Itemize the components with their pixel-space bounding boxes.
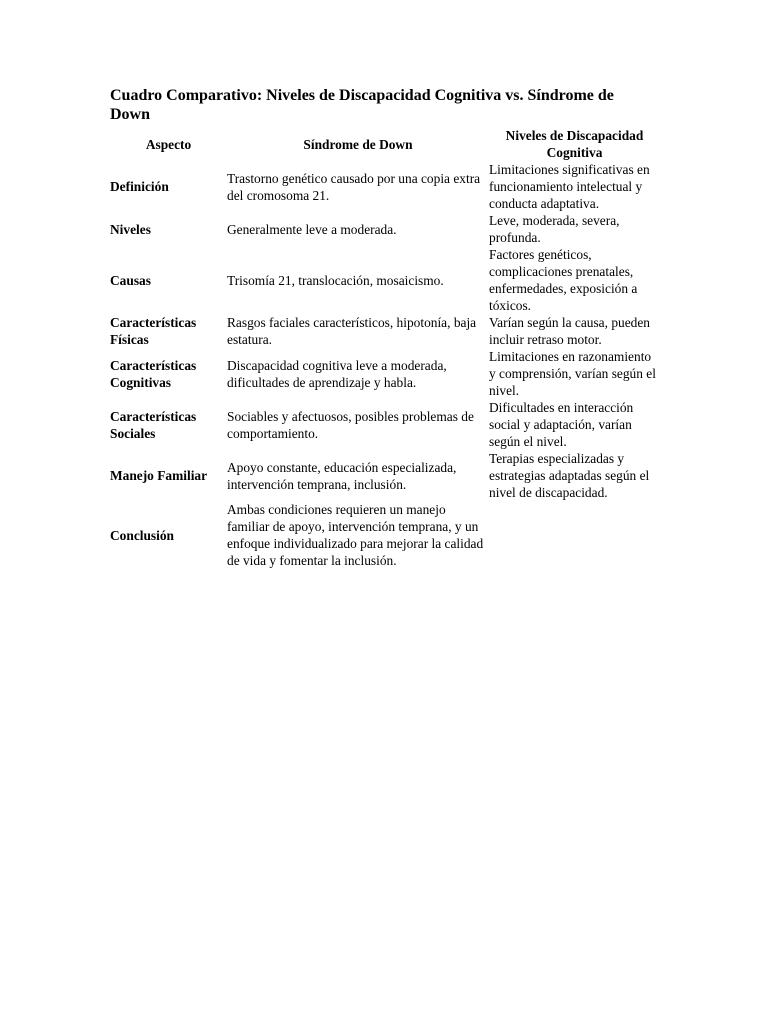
down-cell: Ambas condiciones requieren un manejo familiar de apoyo, intervención temprana, y un enfoque individualizado para mejorar la calidad de vida y fomentar la inclusión. [227, 502, 484, 568]
table-body [110, 161, 660, 569]
cognitiva-cell: Limitaciones significativas en funcionamiento intelectual y conducta adaptativa. [489, 162, 650, 211]
aspect-cell: Niveles [110, 221, 151, 237]
down-cell: Apoyo constante, educación especializada, intervención temprana, inclusión. [227, 459, 457, 492]
down-cell: Rasgos faciales característicos, hipotonía, baja estatura. [227, 315, 477, 347]
table-row [110, 501, 660, 569]
header-niveles-discapacidad: Niveles de Discapacidad Cognitiva [505, 128, 644, 160]
header-sindrome-de-down: Síndrome de Down [303, 136, 413, 152]
down-cell: Sociables y afectuosos, posibles problemas de comportamiento. [227, 408, 474, 441]
document-title: Cuadro Comparativo: Niveles de Discapacidad Cognitiva vs. Síndrome de Down [110, 87, 614, 123]
down-cell: Trastorno genético causado por una copia extra del cromosoma 21. [227, 170, 481, 203]
aspect-cell: Conclusión [110, 527, 174, 543]
cognitiva-cell: Leve, moderada, severa, profunda. [489, 213, 620, 245]
table-row [110, 246, 660, 314]
down-cell: Trisomía 21, translocación, mosaicismo. [227, 272, 444, 288]
cognitiva-cell: Limitaciones en razonamiento y comprensión, varían según el nivel. [489, 349, 656, 398]
cognitiva-cell: Varían según la causa, pueden incluir retraso motor. [489, 315, 650, 347]
cognitiva-cell: Factores genéticos, complicaciones prenatales, enfermedades, exposición a tóxicos. [489, 247, 638, 313]
comparison-table [110, 127, 660, 569]
aspect-cell: Características Físicas [110, 315, 197, 347]
aspect-cell: Características Cognitivas [110, 357, 197, 390]
table-row [110, 399, 660, 450]
down-cell: Discapacidad cognitiva leve a moderada, dificultades de aprendizaje y habla. [227, 357, 447, 390]
cognitiva-cell: Dificultades en interacción social y adaptación, varían según el nivel. [489, 400, 634, 449]
header-row [110, 127, 660, 161]
down-cell: Generalmente leve a moderada. [227, 221, 397, 237]
document-page [110, 86, 660, 569]
aspect-cell: Manejo Familiar [110, 468, 208, 483]
table-row [110, 314, 660, 348]
cognitiva-cell [489, 501, 660, 569]
aspect-cell: Características Sociales [110, 408, 197, 441]
table-header [110, 127, 660, 161]
table-row [110, 212, 660, 246]
table-row [110, 161, 660, 212]
aspect-cell: Definición [110, 179, 169, 194]
cognitiva-cell: Terapias especializadas y estrategias adaptadas según el nivel de discapacidad. [489, 451, 650, 500]
table-row [110, 348, 660, 399]
aspect-cell: Causas [110, 272, 151, 288]
header-aspecto: Aspecto [145, 136, 192, 152]
table-row [110, 450, 660, 501]
